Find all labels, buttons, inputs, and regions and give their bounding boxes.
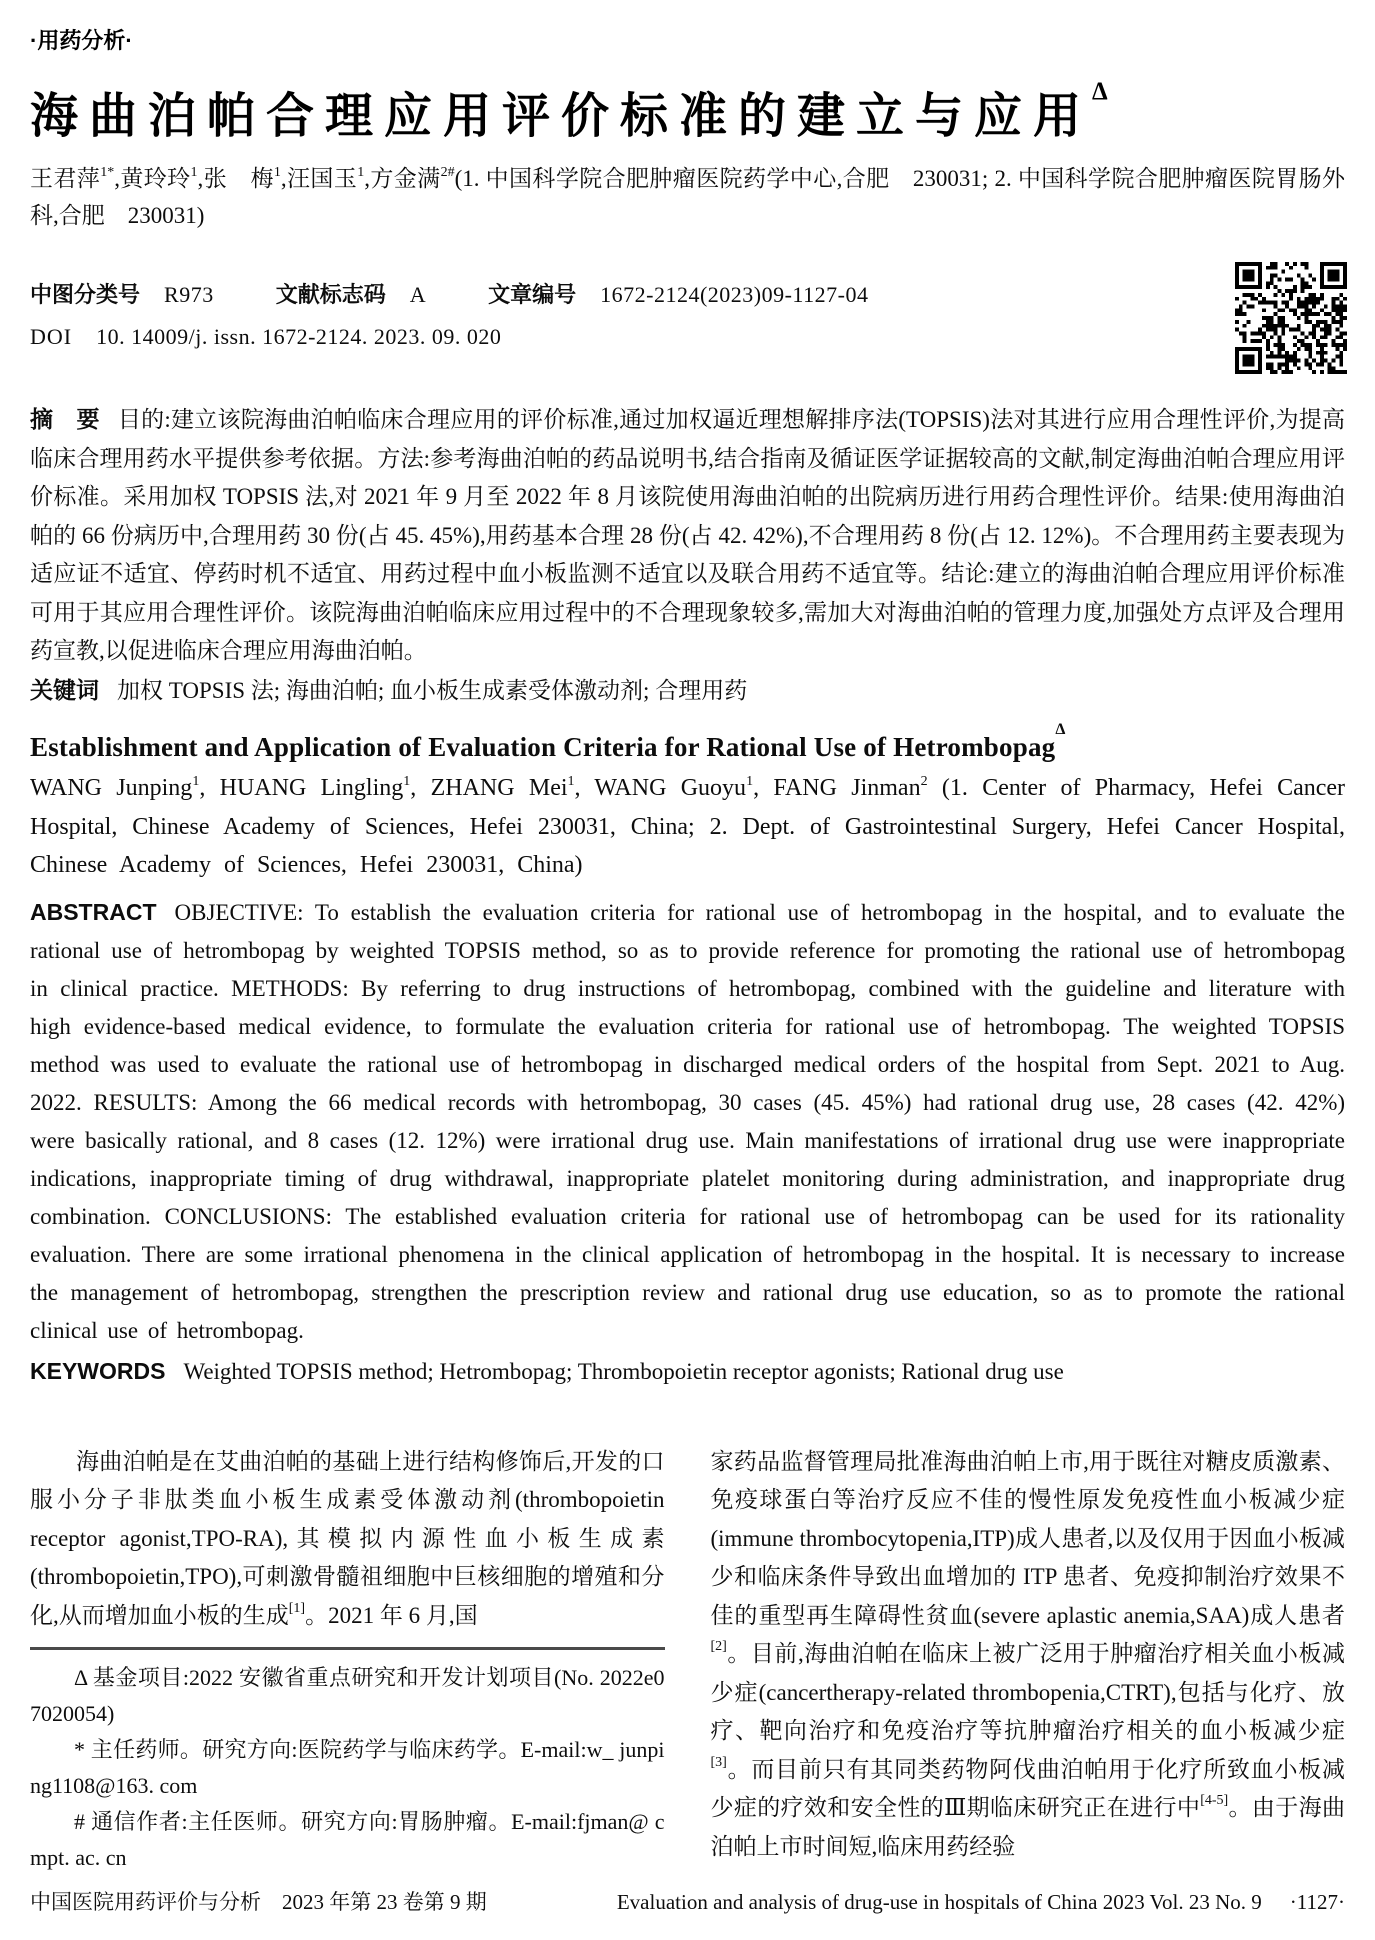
author-affiliation-marker: 1 <box>190 165 198 181</box>
footnote-item: # 通信作者:主任医师。研究方向:胃肠肿瘤。E-mail:fjman@ cmpt. ac. cn <box>30 1809 665 1870</box>
meta-row-1 <box>30 278 1185 312</box>
footnotes <box>30 1660 665 1876</box>
author-affiliation-marker: 2# <box>440 165 455 181</box>
segment-label: 结果: <box>1175 484 1229 509</box>
clc-label: 中图分类号 <box>30 282 141 307</box>
reference-marker: [4-5] <box>1200 1793 1229 1809</box>
author-name: 黄玲玲 <box>119 166 191 191</box>
article-no-label: 文章编号 <box>488 282 577 307</box>
footer-right <box>617 1890 1345 1915</box>
author-affiliation-marker: 1 <box>567 774 575 789</box>
article-title-en <box>30 721 1345 763</box>
reference-marker: [3] <box>710 1754 727 1770</box>
article-title-cn-text: 海曲泊帕合理应用评价标准的建立与应用 <box>30 90 1093 143</box>
author-name: 王君萍 <box>30 166 101 191</box>
intro-paragraph-right: 家药品监督管理局批准海曲泊帕上市,用于既往对糖皮质激素、免疫球蛋白等治疗反应不佳的慢性原发免疫性血小板减少症(immune thrombocytopenia,ITP)成人患者,以及仅用于因血小板减少和临床条件导致出血增加的 ITP 患者、免疫抑制治疗效果不佳的重型再生障碍性贫血(severe aplastic anemia,SAA)成人患者[2]。目前,海曲泊帕在临床上被广泛用于肿瘤治疗相关血小板减少症(cancertherapy-related thrombopenia,CTRT),包括与化疗、放疗、靶向治疗和免疫治疗等抗肿瘤治疗相关的血小板减少症[3]。而目前只有其同类药物阿伐曲泊帕用于化疗所致血小板减少症的疗效和安全性的Ⅲ期临床研究正在进行中[4-5]。由于海曲泊帕上市时间短,临床用药经验 <box>710 1448 1345 1859</box>
fund-marker-cn: Δ <box>1092 78 1108 105</box>
keywords-en-text: Weighted TOPSIS method; Hetrombopag; Thrombopoietin receptor agonists; Rational drug use <box>183 1358 1064 1384</box>
author-affiliation-marker: 2 <box>920 774 928 789</box>
reference-marker: [1] <box>288 1600 306 1616</box>
doi-label: DOI <box>30 324 73 349</box>
author-name: 汪国玉 <box>286 166 358 191</box>
article-meta <box>30 278 1345 354</box>
author-name: FANG Jinman <box>773 775 921 801</box>
affiliation-en: (1. Center of Pharmacy, Hefei Cancer Hospital, Chinese Academy of Sciences, Hefei 230031, China; 2. Dept. of Gastrointestinal Surgery, Hefei Cancer Hospital, Chinese Academy of Sciences, Hefei 230031, China) <box>30 775 1346 878</box>
segment-label: METHODS: <box>231 975 362 1001</box>
footnote-divider <box>30 1647 665 1650</box>
author-affiliation-marker: 1 <box>403 774 411 789</box>
two-column-body <box>30 1443 1345 1877</box>
left-column <box>30 1443 665 1877</box>
abstract-cn-label: 摘 要 <box>30 406 100 432</box>
abstract-cn-body: 目的:建立该院海曲泊帕临床合理应用的评价标准,通过加权逼近理想解排序法(TOPSIS)法对其进行应用合理性评价,为提高临床合理用药水平提供参考依据。方法:参考海曲泊帕的药品说明书,结合指南及循证医学证据较高的文献,制定海曲泊帕合理应用评价标准。采用加权 TOPSIS 法,对 2021 年 9 月至 2022 年 8 月该院使用海曲泊帕的出院病历进行用药合理性评价。结果:使用海曲泊帕的 66 份病历中,合理用药 30 份(占 45. 45%),用药基本合理 28 份(占 42. 42%),不合理用药 8 份(占 12. 12%)。不合理用药主要表现为适应证不适宜、停药时机不适宜、用药过程中血小板监测不适宜以及联合用药不适宜等。结论:建立的海曲泊帕合理应用评价标准可用于其应用合理性评价。该院海曲泊帕临床应用过程中的不合理现象较多,需加大对海曲泊帕的管理力度,加强处方点评及合理用药宣教,以促进临床合理应用海曲泊帕。 <box>30 407 1346 663</box>
keywords-cn-text: 加权 TOPSIS 法; 海曲泊帕; 血小板生成素受体激动剂; 合理用药 <box>117 677 748 703</box>
author-name: 张 梅 <box>203 166 274 191</box>
authors-cn <box>30 160 1345 234</box>
author-name: WANG Guoyu <box>594 775 747 801</box>
author-affiliation-marker: 1 <box>273 165 281 181</box>
abstract-en-label: ABSTRACT <box>30 898 157 925</box>
keywords-cn-label: 关键词 <box>30 676 99 703</box>
reference-marker: [2] <box>710 1639 727 1655</box>
author-affiliation-marker: 1 <box>357 165 365 181</box>
segment-label: OBJECTIVE: <box>174 899 315 925</box>
segment-label: RESULTS: <box>93 1089 208 1115</box>
clc-value: R973 <box>164 282 214 307</box>
author-name: HUANG Lingling <box>219 775 404 801</box>
footnote-item: * 主任药师。研究方向:医院药学与临床药学。E-mail:w_ junping1108@163. com <box>30 1737 665 1798</box>
segment-label: CONCLUSIONS: <box>164 1203 346 1229</box>
keywords-cn <box>30 671 1345 711</box>
page-number: ·1127· <box>1289 1890 1345 1914</box>
intro-paragraph-left: 海曲泊帕是在艾曲泊帕的基础上进行结构修饰后,开发的口服小分子非肽类血小板生成素受体激动剂(thrombopoietin receptor agonist,TPO-RA),其模拟内源性血小板生成素(thrombopoietin,TPO),可刺激骨髓祖细胞中巨核细胞的增殖和分化,从而增加血小板的生成[1]。2021 年 6 月,国 <box>30 1448 665 1628</box>
article-no-value: 1672-2124(2023)09-1127-04 <box>600 282 869 307</box>
author-name: 方金满 <box>369 166 441 191</box>
fund-marker-en: Δ <box>1055 721 1066 738</box>
footnote-item: Δ 基金项目:2022 安徽省重点研究和开发计划项目(No. 2022e07020054) <box>30 1665 665 1726</box>
doi-value: 10. 14009/j. issn. 1672-2124. 2023. 09. 020 <box>96 324 502 349</box>
footer-journal-cn: 中国医院用药评价与分析 2023 年第 23 卷第 9 期 <box>30 1890 487 1914</box>
author-affiliation-marker: 1 <box>746 774 754 789</box>
doc-code-label: 文献标志码 <box>275 282 386 307</box>
keywords-en <box>30 1352 1345 1391</box>
page-footer <box>30 1886 1345 1916</box>
authors-en <box>30 769 1345 885</box>
abstract-en <box>30 893 1345 1350</box>
footer-journal-en: Evaluation and analysis of drug-use in hospitals of China 2023 Vol. 23 No. 9 <box>616 1890 1262 1914</box>
abstract-en-body: OBJECTIVE: To establish the evaluation criteria for rational use of hetrombopag in the hospital, and to evaluate the rational use of hetrombopag by weighted TOPSIS method, so as to provide reference for promoting the rational use of hetrombopag in clinical practice. METHODS: By referring to drug instructions of hetrombopag, combined with the guideline and literature with high evidence-based medical evidence, to formulate the evaluation criteria for rational use of hetrombopag. The weighted TOPSIS method was used to evaluate the rational use of hetrombopag in discharged medical orders of the hospital from Sept. 2021 to Aug. 2022. RESULTS: Among the 66 medical records with hetrombopag, 30 cases (45. 45%) had rational drug use, 28 cases (42. 42%) were basically rational, and 8 cases (12. 12%) were irrational drug use. Main manifestations of irrational drug use were inappropriate indications, inappropriate timing of drug withdrawal, inappropriate platelet monitoring during administration, and inappropriate drug combination. CONCLUSIONS: The established evaluation criteria for rational use of hetrombopag can be used for its rationality evaluation. There are some irrational phenomena in the clinical application of hetrombopag in the hospital. It is necessary to increase the management of hetrombopag, strengthen the prescription review and rational drug use education, so as to promote the rational clinical use of hetrombopag. <box>30 899 1346 1343</box>
segment-label: 方法: <box>377 445 431 471</box>
author-name: ZHANG Mei <box>430 775 568 801</box>
meta-row-doi <box>30 320 1185 354</box>
author-name: WANG Junping <box>30 775 193 801</box>
author-list-en: WANG Junping$^1$, HUANG Lingling$^1$, ZHANG Mei$^1$, WANG Guoyu$^1$, FANG Jinman$^2$ <box>30 774 928 801</box>
right-column <box>711 1443 1346 1877</box>
segment-label: 结论: <box>941 561 995 586</box>
doc-code-value: A <box>409 282 427 307</box>
column-section-label: ·用药分析· <box>30 28 133 53</box>
article-title-en-text: Establishment and Application of Evaluation Criteria for Rational Use of Hetrombopag <box>30 732 1056 762</box>
affiliation-cn: (1. 中国科学院合肥肿瘤医院药学中心,合肥 230031; 2. 中国科学院合肥肿瘤医院胃肠外科,合肥 230031) <box>30 166 1346 228</box>
qr-code-icon <box>1235 262 1347 374</box>
segment-label: 目的: <box>117 407 171 432</box>
author-list-cn: 王君萍$^{1*}$,黄玲玲$^1$,张 梅$^1$,汪国玉$^1$,方金满$^{2\#}$ <box>30 165 455 191</box>
keywords-en-label: KEYWORDS <box>30 1357 166 1384</box>
article-title-cn <box>30 77 1345 146</box>
abstract-cn <box>30 400 1345 671</box>
author-affiliation-marker: 1 <box>192 774 200 789</box>
author-affiliation-marker: 1* <box>100 165 115 181</box>
